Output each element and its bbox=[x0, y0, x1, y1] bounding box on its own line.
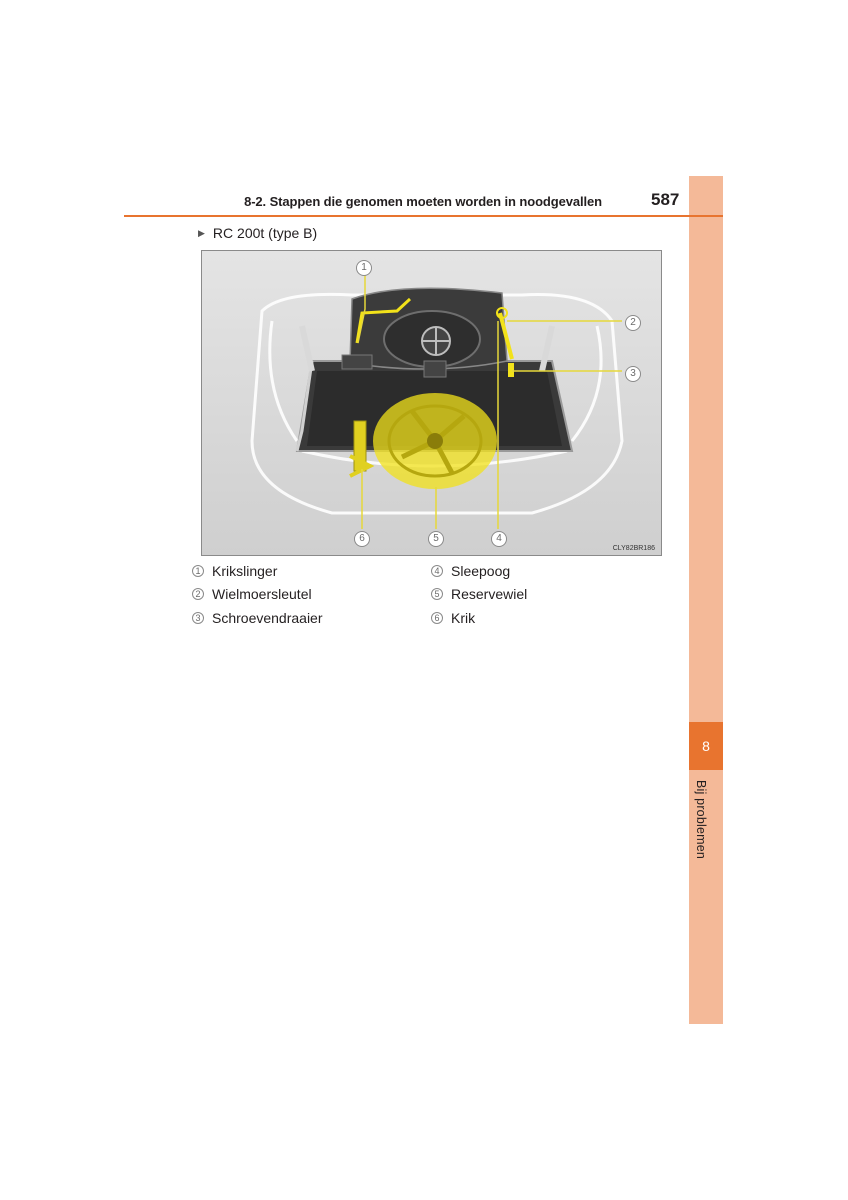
trunk-drawing bbox=[202, 251, 661, 555]
chapter-side-bar bbox=[689, 176, 723, 1024]
header-rule bbox=[124, 215, 723, 217]
callout-6: 6 bbox=[354, 528, 370, 547]
legend-label: Reservewiel bbox=[451, 586, 528, 602]
legend-item bbox=[431, 608, 475, 628]
callout-1: 1 bbox=[356, 257, 372, 276]
legend-number: 6 bbox=[431, 612, 443, 624]
legend-item bbox=[192, 584, 312, 604]
callout-2: 2 bbox=[625, 312, 641, 331]
floor-board bbox=[342, 288, 507, 377]
subheading-text: RC 200t (type B) bbox=[212, 225, 318, 241]
legend-number: 5 bbox=[431, 588, 443, 600]
callout-3: 3 bbox=[625, 363, 641, 382]
legend-item bbox=[192, 561, 277, 581]
chapter-number-tab[interactable] bbox=[689, 722, 723, 770]
legend-number: 3 bbox=[192, 612, 204, 624]
screwdriver-tool bbox=[508, 363, 514, 377]
legend-item bbox=[192, 608, 323, 628]
trunk-illustration bbox=[201, 250, 662, 556]
subheading bbox=[198, 225, 317, 241]
figure-code: CLY82BR186 bbox=[612, 545, 655, 552]
legend-number: 1 bbox=[192, 565, 204, 577]
legend-label: Wielmoersleutel bbox=[212, 586, 312, 602]
triangle-right-icon: ▶ bbox=[198, 227, 205, 238]
spare-wheel bbox=[373, 393, 497, 489]
legend-label: Krik bbox=[451, 610, 476, 626]
callout-4: 4 bbox=[491, 528, 507, 547]
chapter-name: Bij problemen bbox=[694, 780, 708, 860]
legend-label: Krikslinger bbox=[212, 563, 278, 579]
page-number: 587 bbox=[651, 190, 680, 209]
callout-5: 5 bbox=[428, 528, 444, 547]
chapter-number: 8 bbox=[702, 738, 710, 754]
legend-number: 2 bbox=[192, 588, 204, 600]
legend-item bbox=[431, 561, 510, 581]
legend-item bbox=[431, 584, 527, 604]
section-title: 8-2. Stappen die genomen moeten worden in noodgevallen bbox=[244, 194, 602, 209]
legend-number: 4 bbox=[431, 565, 443, 577]
legend-label: Schroevendraaier bbox=[212, 610, 323, 626]
legend-label: Sleepoog bbox=[451, 563, 511, 579]
